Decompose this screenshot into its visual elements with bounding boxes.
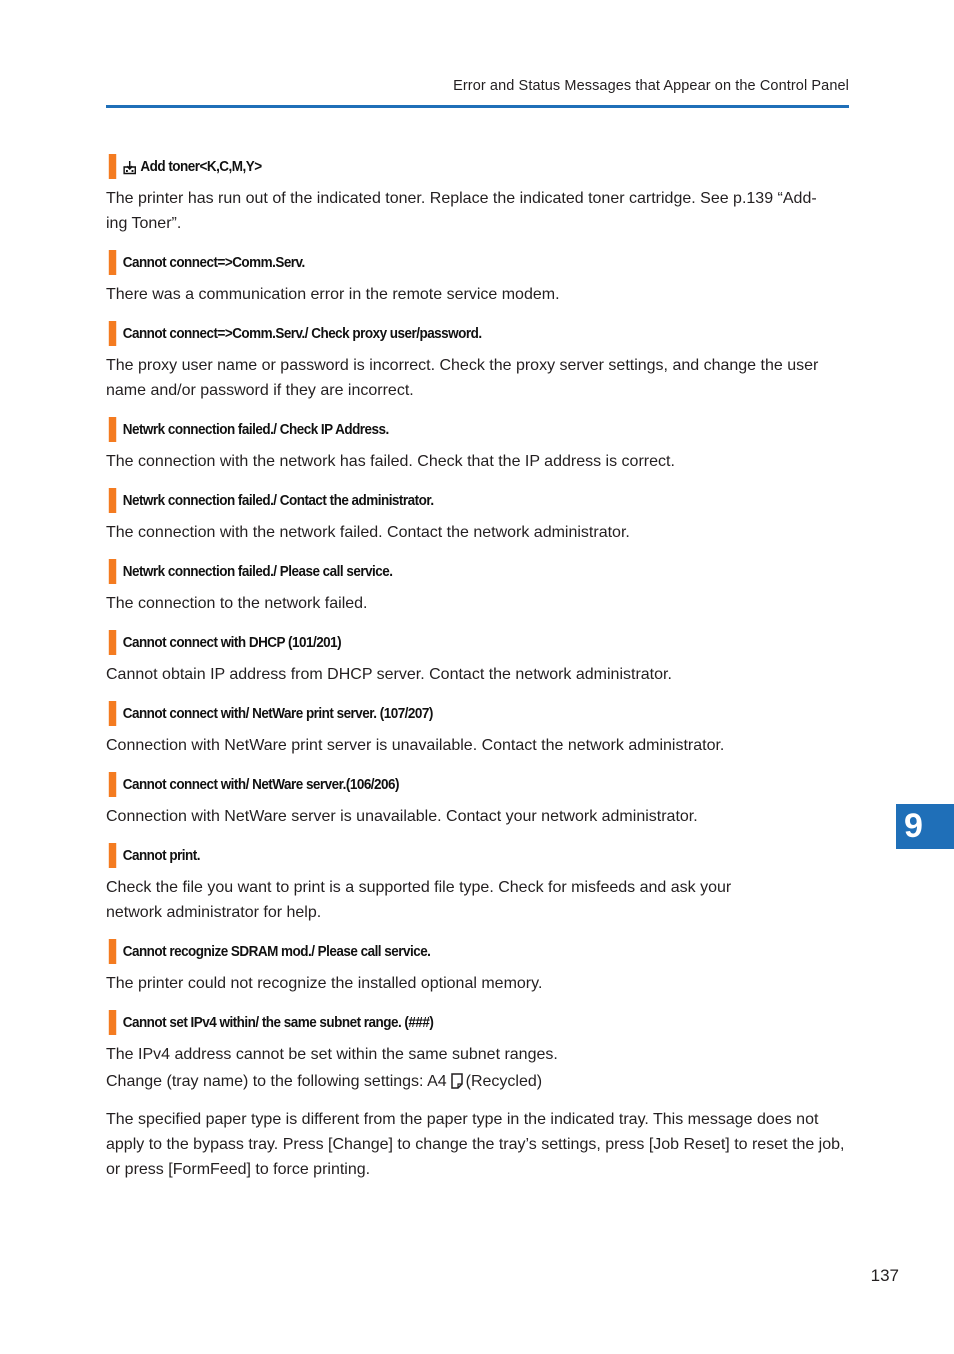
message-title-text: Cannot connect with/ NetWare print server. (107/207) <box>122 706 433 722</box>
message-title <box>106 939 799 965</box>
message-description: The connection with the network failed. Contact the network administrator. <box>106 524 630 541</box>
message-title-text: Cannot connect with/ NetWare server.(106/206) <box>122 777 399 793</box>
orange-marker <box>109 939 116 964</box>
tray-message-description: The specified paper type is different from the paper type in the indicated tray. This message does not apply to the bypass tray. Press [Change] to change the tray’s settings, press [Job Reset] to reset the job, or press [FormFeed] to force printing. <box>106 1111 845 1178</box>
message-title <box>106 321 799 347</box>
orange-marker <box>109 154 116 179</box>
message-title-text: Cannot recognize SDRAM mod./ Please call service. <box>122 944 431 960</box>
message-entry <box>106 154 851 236</box>
message-description: The IPv4 address cannot be set within the same subnet ranges. <box>106 1046 558 1063</box>
message-title-text: Netwrk connection failed./ Check IP Address. <box>122 422 389 438</box>
message-entry <box>106 417 851 474</box>
orange-marker <box>109 1010 116 1035</box>
message-entry <box>106 559 851 616</box>
orange-marker <box>109 321 116 346</box>
message-title <box>106 772 799 798</box>
orange-marker <box>109 559 116 584</box>
orange-marker <box>109 417 116 442</box>
tray-message-line <box>106 1069 851 1094</box>
orange-marker <box>109 701 116 726</box>
running-head: Error and Status Messages that Appear on the Control Panel <box>453 78 849 94</box>
message-title <box>106 488 799 514</box>
message-title-text: Netwrk connection failed./ Please call service. <box>122 564 393 580</box>
message-title-text: Cannot connect=>Comm.Serv. <box>122 255 305 271</box>
message-title <box>106 559 799 585</box>
message-entry <box>106 1010 851 1067</box>
message-entry <box>106 488 851 545</box>
message-description: There was a communication error in the remote service modem. <box>106 286 560 303</box>
message-entry <box>106 321 851 403</box>
message-title-text: Cannot print. <box>122 848 200 864</box>
message-title <box>106 154 799 180</box>
message-description: Check the file you want to print is a supported file type. Check for misfeeds and ask your network administrator for help. <box>106 879 732 921</box>
orange-marker <box>109 488 116 513</box>
message-title <box>106 843 799 869</box>
message-description: The printer has run out of the indicated toner. Replace the indicated toner cartridge. See p.139 “Add- ing Toner”. <box>106 190 817 232</box>
message-entry <box>106 250 851 307</box>
toner-icon <box>123 160 137 175</box>
orange-marker <box>109 843 116 868</box>
message-title <box>106 701 799 727</box>
message-title-text: Cannot set IPv4 within/ the same subnet range. (###) <box>122 1015 434 1031</box>
orange-marker <box>109 250 116 275</box>
message-description: The proxy user name or password is incorrect. Check the proxy server settings, and change the user name and/or password if they are incorrect. <box>106 357 819 399</box>
message-entry <box>106 939 851 996</box>
message-title-text: Add toner<K,C,M,Y> <box>140 159 262 175</box>
message-entry <box>106 701 851 758</box>
orange-marker <box>109 630 116 655</box>
message-title-text: Cannot connect=>Comm.Serv./ Check proxy user/password. <box>122 326 482 342</box>
message-description: Cannot obtain IP address from DHCP server. Contact the network administrator. <box>106 666 672 683</box>
message-description: The printer could not recognize the installed optional memory. <box>106 975 543 992</box>
tray-message-prefix: Change (tray name) to the following settings: A4 <box>106 1073 447 1090</box>
message-description: The connection to the network failed. <box>106 595 368 612</box>
message-entry <box>106 772 851 829</box>
message-title <box>106 630 799 656</box>
message-description: Connection with NetWare server is unavailable. Contact your network administrator. <box>106 808 698 825</box>
tray-message-suffix: (Recycled) <box>465 1073 543 1090</box>
message-entry <box>106 843 851 925</box>
message-description: The connection with the network has failed. Check that the IP address is correct. <box>106 453 675 470</box>
portrait-paper-icon <box>451 1073 463 1089</box>
message-title <box>106 250 799 276</box>
message-title <box>106 1010 799 1036</box>
message-list <box>106 154 851 1182</box>
message-title-text: Netwrk connection failed./ Contact the administrator. <box>122 493 434 509</box>
message-description: Connection with NetWare print server is unavailable. Contact the network administrator. <box>106 737 725 754</box>
message-entry <box>106 630 851 687</box>
message-title-text: Cannot connect with DHCP (101/201) <box>122 635 342 651</box>
chapter-tab: 9 <box>896 804 954 849</box>
orange-marker <box>109 772 116 797</box>
page-number: 137 <box>870 1266 899 1285</box>
header-rule <box>106 105 849 108</box>
message-title <box>106 417 799 443</box>
